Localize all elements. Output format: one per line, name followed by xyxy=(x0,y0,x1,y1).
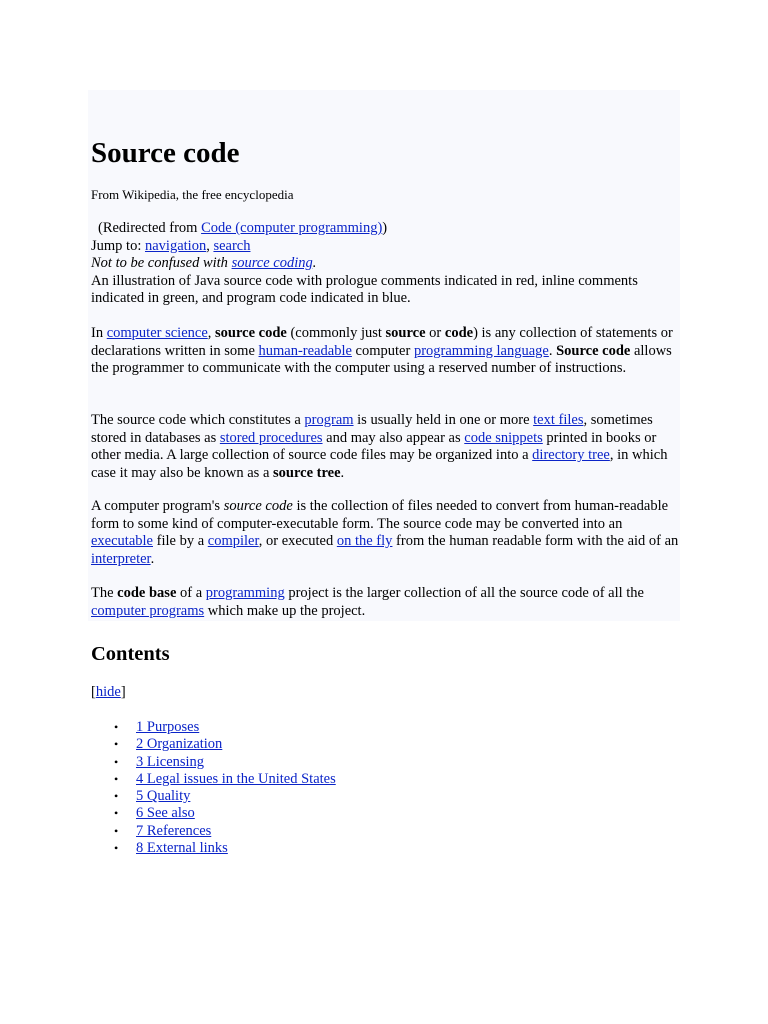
jump-to-line xyxy=(91,238,681,256)
text-run: is the collection of files needed to convert from human-readable form to some kind of computer-executable form. The source code may be converted into an xyxy=(91,498,669,532)
redirect-prefix: (Redirected from xyxy=(98,220,202,236)
text-run: of a xyxy=(176,585,206,601)
bold-term: source tree xyxy=(273,464,341,481)
bullet-icon: • xyxy=(114,806,119,821)
text-run: (commonly just xyxy=(286,325,386,341)
toc-item xyxy=(91,736,336,753)
redirect-notice xyxy=(91,220,681,238)
toc-link-legal-issues[interactable]: 4 Legal issues in the United States xyxy=(136,770,336,787)
contents-heading: Contents xyxy=(91,643,170,665)
text-run: is usually held in one or more xyxy=(353,412,534,428)
link-directory-tree[interactable]: directory tree xyxy=(532,447,610,463)
link-human-readable[interactable]: human-readable xyxy=(258,342,352,359)
link-executable[interactable]: executable xyxy=(91,533,153,549)
text-run: A computer program's xyxy=(91,498,224,514)
paragraph-conversion xyxy=(91,498,681,568)
jump-separator: , xyxy=(206,237,214,254)
text-run: allows the programmer to communicate with the computer using a reserved number of instructions. xyxy=(91,342,672,376)
bold-term: Source code xyxy=(556,342,631,359)
bullet-icon: • xyxy=(114,771,119,786)
bullet-icon: • xyxy=(114,789,119,804)
toc-link-see-also[interactable]: 6 See also xyxy=(136,805,195,822)
bullet-icon: • xyxy=(114,823,119,838)
link-programming-language[interactable]: programming language xyxy=(413,342,549,359)
hatnote-link[interactable]: source coding xyxy=(231,255,313,271)
italic-term: source code xyxy=(223,498,293,514)
link-compiler[interactable]: compiler xyxy=(207,533,259,549)
text-run: file by a xyxy=(153,533,208,549)
toc-link-licensing[interactable]: 3 Licensing xyxy=(136,753,205,770)
link-computer-programs[interactable]: computer programs xyxy=(91,602,205,619)
link-code-snippets[interactable]: code snippets xyxy=(464,429,543,446)
text-run: ) is any collection of statements or declarations written in some xyxy=(91,325,673,359)
toc-item xyxy=(91,823,336,840)
toc-link-external-links[interactable]: 8 External links xyxy=(136,840,228,857)
text-run: , in which case it may also be known as a xyxy=(91,447,668,481)
table-of-contents xyxy=(91,719,336,857)
text-run: or xyxy=(425,325,445,341)
hide-toggle-link[interactable]: hide xyxy=(95,684,121,700)
link-computer-science[interactable]: computer science xyxy=(106,325,208,341)
toc-item xyxy=(91,840,336,857)
site-tagline: From Wikipedia, the free encyclopedia xyxy=(91,187,294,202)
article-header-block xyxy=(91,220,681,308)
paragraph-definition xyxy=(91,325,681,378)
toc-item xyxy=(91,805,336,822)
paragraph-storage xyxy=(91,412,681,482)
toc-link-organization[interactable]: 2 Organization xyxy=(136,736,223,753)
link-stored-procedures[interactable]: stored procedures xyxy=(219,429,323,446)
text-run: from the human readable form with the aid of an xyxy=(392,533,679,549)
text-run: . xyxy=(340,464,345,481)
text-run: , or executed xyxy=(258,533,337,549)
image-caption: An illustration of Java source code with prologue comments indicated in red, inline comments indicated in green, and program code indicated in blue. xyxy=(91,272,638,306)
text-run: The xyxy=(91,585,118,601)
redirect-link[interactable]: Code (computer programming) xyxy=(201,220,383,236)
text-run: , sometimes stored in databases as xyxy=(91,412,653,446)
link-program[interactable]: program xyxy=(304,412,354,428)
link-on-the-fly[interactable]: on the fly xyxy=(336,533,393,549)
page-title: Source code xyxy=(91,137,240,169)
bullet-icon: • xyxy=(114,754,119,769)
toc-item xyxy=(91,719,336,736)
hatnote xyxy=(91,255,681,273)
toc-link-references[interactable]: 7 References xyxy=(136,822,212,839)
text-run: The source code which constitutes a xyxy=(91,412,305,428)
hatnote-prefix: Not to be confused with xyxy=(91,255,232,271)
jump-navigation-link[interactable]: navigation xyxy=(144,237,207,254)
paragraph-code-base xyxy=(91,585,681,620)
bracket-open: [ xyxy=(91,684,96,700)
text-run: and may also appear as xyxy=(322,429,465,446)
text-run: project is the larger collection of all the source code of all the xyxy=(284,585,644,601)
bold-term: code xyxy=(444,325,474,341)
text-run: , xyxy=(207,325,216,341)
bracket-close: ] xyxy=(120,684,126,700)
link-programming[interactable]: programming xyxy=(205,585,285,601)
bullet-icon: • xyxy=(114,720,119,734)
toc-item xyxy=(91,771,336,788)
link-text-files[interactable]: text files xyxy=(533,412,584,428)
hatnote-suffix: . xyxy=(312,255,317,271)
text-run: In xyxy=(91,325,107,341)
text-run: computer xyxy=(351,342,414,359)
bold-term: code base xyxy=(117,585,177,601)
toc-link-purposes[interactable]: 1 Purposes xyxy=(136,719,200,735)
contents-toggle xyxy=(91,684,126,702)
text-run: . xyxy=(548,342,557,359)
text-run: which make up the project. xyxy=(204,602,366,619)
toc-item xyxy=(91,788,336,805)
bold-term: source xyxy=(385,325,426,341)
bold-term: source code xyxy=(215,325,287,341)
toc-link-quality[interactable]: 5 Quality xyxy=(136,788,191,805)
bullet-icon: • xyxy=(114,841,119,856)
bullet-icon: • xyxy=(114,737,119,752)
text-run: printed in books or other media. A large collection of source code files may be organized into a xyxy=(91,429,657,463)
text-run: . xyxy=(150,550,155,567)
jump-prefix: Jump to: xyxy=(91,237,145,254)
jump-search-link[interactable]: search xyxy=(213,237,251,254)
redirect-suffix: ) xyxy=(382,220,388,236)
toc-item xyxy=(91,754,336,771)
link-interpreter[interactable]: interpreter xyxy=(91,550,151,567)
